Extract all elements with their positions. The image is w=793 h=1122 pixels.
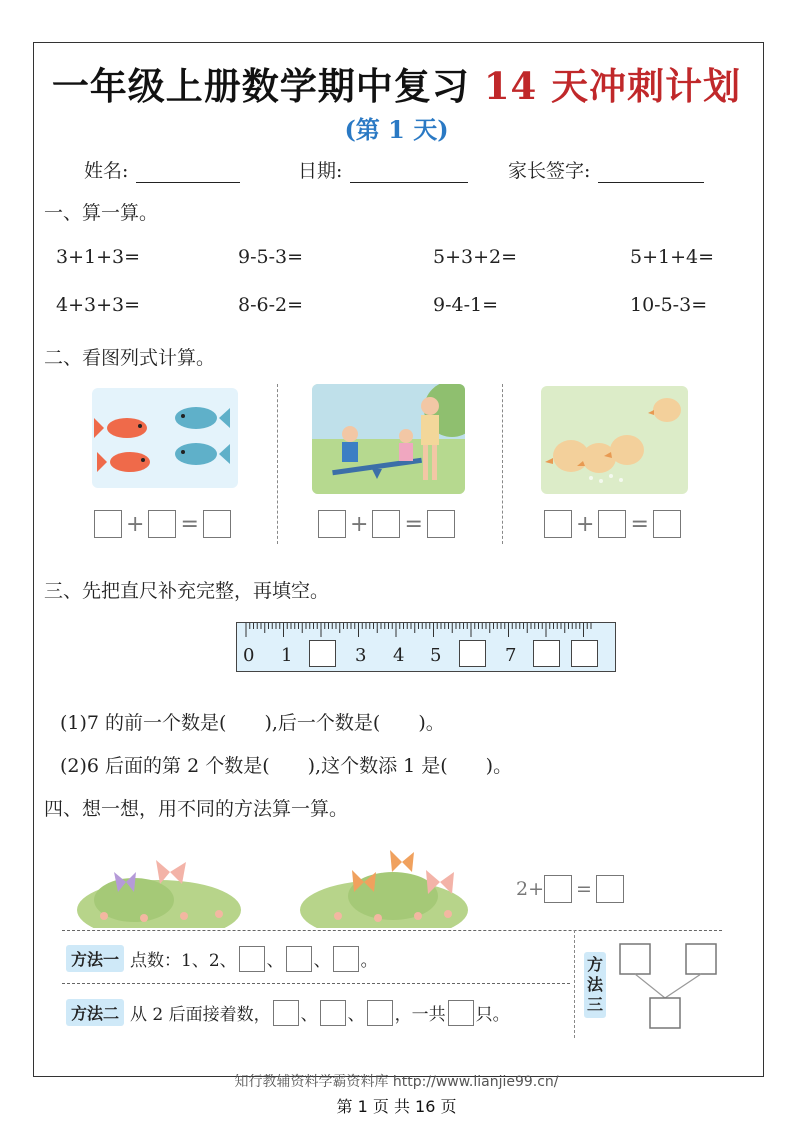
date-blank[interactable]: [350, 164, 468, 183]
method-2-row: [66, 999, 510, 1026]
equals-sign: =: [576, 878, 592, 900]
answer-box[interactable]: [273, 1000, 299, 1026]
equation-left: 2+: [516, 878, 545, 900]
picture-divider: [277, 384, 278, 544]
separator: 、: [313, 951, 331, 971]
answer-box[interactable]: [318, 510, 346, 538]
expression: 8-6-2=: [238, 294, 304, 316]
connector-line: [665, 974, 701, 998]
answer-box[interactable]: [544, 510, 572, 538]
expression: 9-5-3=: [238, 246, 304, 268]
section4-heading: 四、想一想，用不同的方法算一算。: [44, 798, 349, 820]
expression: 5+1+4=: [630, 246, 715, 268]
answer-box[interactable]: [320, 1000, 346, 1026]
method-3-diagram: [618, 942, 718, 1032]
method-1-text: 点数：1、2、: [130, 951, 237, 971]
parent-signature-label: 家长签字:: [508, 160, 591, 182]
expression: 3+1+3=: [56, 246, 141, 268]
method-3-tag: 方法三: [584, 952, 606, 1018]
answer-box[interactable]: [650, 998, 680, 1028]
answer-box[interactable]: [686, 944, 716, 974]
picture-equation: [94, 510, 231, 538]
name-label: 姓名:: [84, 160, 129, 182]
ruler-answer-box[interactable]: [309, 640, 336, 667]
question-1: (1)7 的前一个数是( ),后一个数是( )。: [60, 712, 445, 734]
date-label: 日期:: [298, 160, 343, 182]
method-divider: [62, 983, 570, 984]
answer-box[interactable]: [653, 510, 681, 538]
ruler-number: 7: [505, 645, 517, 666]
seesaw-kids-picture: [312, 384, 465, 494]
answer-box[interactable]: [239, 946, 265, 972]
answer-box[interactable]: [427, 510, 455, 538]
answer-box[interactable]: [598, 510, 626, 538]
parent-signature-field[interactable]: [508, 156, 704, 183]
connector-line: [635, 974, 665, 998]
picture-equation: [544, 510, 681, 538]
ruler: [236, 622, 616, 672]
expression: 10-5-3=: [630, 294, 708, 316]
method-2-text: 从 2 后面接着数，: [130, 1005, 271, 1025]
method-2-total-label: ，一共: [394, 1005, 446, 1025]
name-field[interactable]: [84, 156, 240, 183]
equals-sign: =: [180, 511, 199, 537]
footer-page: 第 1 页 共 16 页: [336, 1097, 457, 1116]
plus-sign: +: [576, 511, 595, 537]
equals-sign: =: [630, 511, 649, 537]
answer-box[interactable]: [367, 1000, 393, 1026]
answer-box[interactable]: [372, 510, 400, 538]
answer-box[interactable]: [596, 875, 624, 903]
answer-box[interactable]: [620, 944, 650, 974]
ruler-ticks: [237, 623, 613, 639]
method-divider: [62, 930, 722, 931]
expression: 9-4-1=: [433, 294, 499, 316]
answer-box[interactable]: [333, 946, 359, 972]
separator: 、: [300, 1005, 318, 1025]
answer-box[interactable]: [286, 946, 312, 972]
answer-box[interactable]: [448, 1000, 474, 1026]
section1-heading: 一、算一算。: [44, 202, 159, 224]
ruler-answer-box[interactable]: [571, 640, 598, 667]
plus-sign: +: [126, 511, 145, 537]
method-2-tag: 方法二: [66, 999, 124, 1026]
footer-site: 知行教辅资料学霸资料库 http://www.lianjie99.cn/: [234, 1074, 559, 1090]
separator: 、: [266, 951, 284, 971]
title-main: 一年级上册数学期中复习: [51, 64, 470, 108]
question-2: (2)6 后面的第 2 个数是( ),这个数添 1 是( )。: [60, 755, 513, 777]
section2-heading: 二、看图列式计算。: [44, 347, 216, 369]
butterfly-bush-picture: [298, 846, 470, 928]
method-1-tag: 方法一: [66, 945, 124, 972]
title-highlight: 14 天冲刺计划: [483, 64, 742, 108]
answer-box[interactable]: [544, 875, 572, 903]
parent-signature-blank[interactable]: [598, 164, 704, 183]
period: 。: [360, 951, 378, 971]
expression: 5+3+2=: [433, 246, 518, 268]
ruler-answer-box[interactable]: [533, 640, 560, 667]
ruler-number: 1: [281, 645, 293, 666]
section4-equation: [516, 875, 624, 903]
day-subtitle: (第 1 天): [344, 115, 449, 144]
answer-box[interactable]: [94, 510, 122, 538]
ruler-answer-box[interactable]: [459, 640, 486, 667]
section3-heading: 三、先把直尺补充完整，再填空。: [44, 580, 330, 602]
worksheet-title: [0, 56, 793, 110]
fish-picture: [92, 388, 238, 488]
expression: 4+3+3=: [56, 294, 141, 316]
chicks-picture: [541, 386, 688, 494]
equals-sign: =: [404, 511, 423, 537]
answer-box[interactable]: [203, 510, 231, 538]
butterfly-bush-picture: [74, 850, 244, 928]
picture-divider: [502, 384, 503, 544]
method-1-row: [66, 945, 378, 972]
name-blank[interactable]: [136, 164, 240, 183]
answer-box[interactable]: [148, 510, 176, 538]
ruler-number: 3: [355, 645, 367, 666]
separator: 、: [347, 1005, 365, 1025]
plus-sign: +: [350, 511, 369, 537]
method-2-unit: 只。: [475, 1005, 510, 1025]
ruler-number: 5: [430, 645, 442, 666]
picture-equation: [318, 510, 455, 538]
date-field[interactable]: [298, 156, 468, 183]
ruler-number: 4: [393, 645, 405, 666]
ruler-number: 0: [243, 645, 255, 666]
method-divider-vertical: [574, 930, 575, 1038]
